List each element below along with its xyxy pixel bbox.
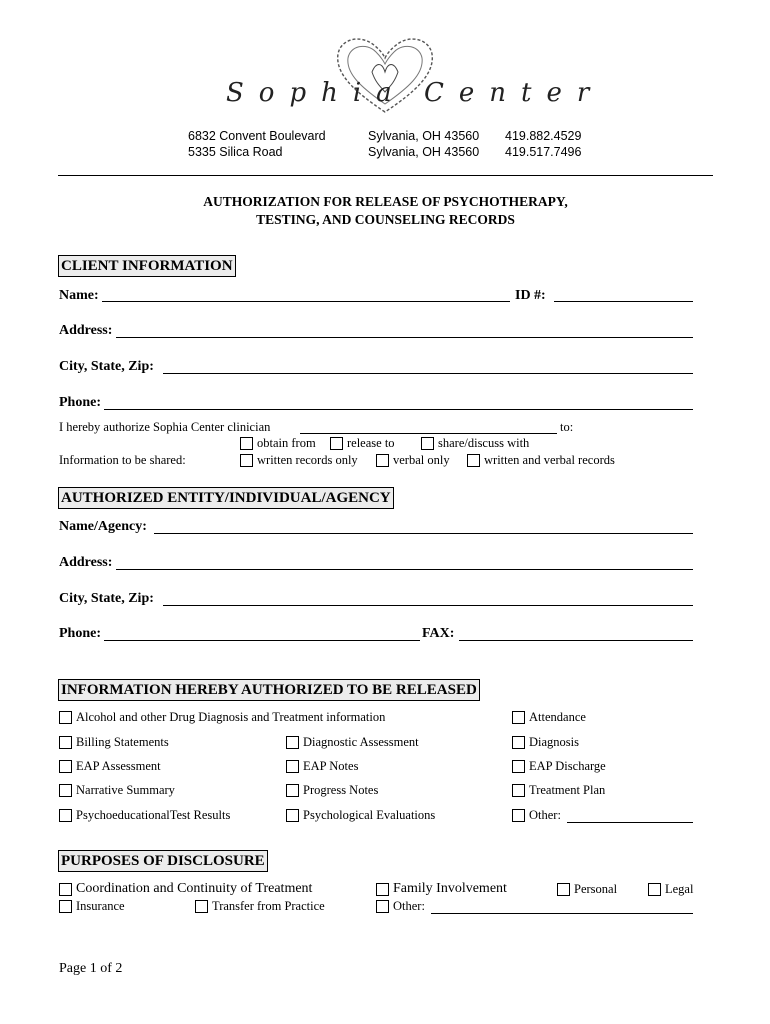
label-verbal-only: verbal only — [393, 453, 450, 467]
label-eap-notes: EAP Notes — [303, 759, 359, 773]
label-purpose-other: Other: — [393, 899, 425, 913]
entity-phone-label: Phone: — [59, 626, 101, 641]
checkbox-attendance[interactable] — [512, 711, 525, 724]
authorize-to-text: to: — [560, 420, 574, 434]
checkbox-diagnostic-assessment[interactable] — [286, 736, 299, 749]
label-transfer-from-practice: Transfer from Practice — [212, 899, 325, 913]
section-purposes-of-disclosure: PURPOSES OF DISCLOSURE — [58, 850, 268, 872]
entity-name-field[interactable] — [154, 533, 693, 534]
label-family-involvement: Family Involvement — [393, 881, 507, 896]
label-written-and-verbal: written and verbal records — [484, 453, 615, 467]
entity-name-label: Name/Agency: — [59, 519, 147, 534]
label-attendance: Attendance — [529, 710, 586, 724]
checkbox-purpose-other[interactable] — [376, 900, 389, 913]
label-info-other: Other: — [529, 808, 561, 822]
label-treatment-plan: Treatment Plan — [529, 783, 606, 797]
checkbox-psychoeducational-test[interactable] — [59, 809, 72, 822]
label-progress-notes: Progress Notes — [303, 783, 379, 797]
label-psychological-evaluations: Psychological Evaluations — [303, 808, 436, 822]
label-written-records-only: written records only — [257, 453, 358, 467]
authorize-text: I hereby authorize Sophia Center clinician — [59, 420, 271, 434]
client-address-field[interactable] — [116, 337, 693, 338]
checkbox-info-other[interactable] — [512, 809, 525, 822]
entity-phone-field[interactable] — [104, 640, 420, 641]
address-street-2: 5335 Silica Road — [188, 145, 283, 159]
label-alcohol-drug: Alcohol and other Drug Diagnosis and Treatment information — [76, 710, 386, 724]
checkbox-release-to[interactable] — [330, 437, 343, 450]
checkbox-progress-notes[interactable] — [286, 784, 299, 797]
label-diagnostic-assessment: Diagnostic Assessment — [303, 735, 419, 749]
form-title-line-1: AUTHORIZATION FOR RELEASE OF PSYCHOTHERAPY, — [203, 194, 568, 209]
checkbox-diagnosis[interactable] — [512, 736, 525, 749]
label-narrative-summary: Narrative Summary — [76, 783, 175, 797]
checkbox-alcohol-drug[interactable] — [59, 711, 72, 724]
checkbox-verbal-only[interactable] — [376, 454, 389, 467]
section-client-information: CLIENT INFORMATION — [58, 255, 236, 277]
client-address-label: Address: — [59, 323, 113, 338]
clinician-field[interactable] — [300, 433, 557, 434]
address-phone-1: 419.882.4529 — [505, 129, 582, 143]
logo-text-left: Sophia — [226, 78, 407, 108]
client-id-label: ID #: — [515, 288, 546, 303]
checkbox-psychological-evaluations[interactable] — [286, 809, 299, 822]
checkbox-coordination-continuity[interactable] — [59, 883, 72, 896]
checkbox-eap-notes[interactable] — [286, 760, 299, 773]
entity-fax-label: FAX: — [422, 626, 455, 641]
page-number: Page 1 of 2 — [59, 961, 123, 976]
purpose-other-field[interactable] — [431, 913, 693, 914]
info-other-field[interactable] — [567, 822, 693, 823]
address-phone-2: 419.517.7496 — [505, 145, 582, 159]
entity-fax-field[interactable] — [459, 640, 693, 641]
address-city-2: Sylvania, OH 43560 — [368, 145, 480, 159]
address-street-1: 6832 Convent Boulevard — [188, 129, 326, 143]
checkbox-transfer-from-practice[interactable] — [195, 900, 208, 913]
label-legal: Legal — [665, 882, 694, 896]
label-coordination-continuity: Coordination and Continuity of Treatment — [76, 881, 313, 896]
label-release-to: release to — [347, 436, 395, 450]
client-phone-field[interactable] — [104, 409, 693, 410]
checkbox-family-involvement[interactable] — [376, 883, 389, 896]
label-obtain-from: obtain from — [257, 436, 316, 450]
checkbox-insurance[interactable] — [59, 900, 72, 913]
entity-address-field[interactable] — [116, 569, 693, 570]
checkbox-legal[interactable] — [648, 883, 661, 896]
client-name-label: Name: — [59, 288, 99, 303]
label-eap-discharge: EAP Discharge — [529, 759, 606, 773]
client-name-field[interactable] — [102, 301, 510, 302]
client-phone-label: Phone: — [59, 395, 101, 410]
address-city-1: Sylvania, OH 43560 — [368, 129, 480, 143]
entity-city-state-zip-label: City, State, Zip: — [59, 591, 154, 606]
label-billing-statements: Billing Statements — [76, 735, 169, 749]
section-information-released: INFORMATION HEREBY AUTHORIZED TO BE RELEASED — [58, 679, 480, 701]
client-city-state-zip-field[interactable] — [163, 373, 693, 374]
entity-address-label: Address: — [59, 555, 113, 570]
checkbox-narrative-summary[interactable] — [59, 784, 72, 797]
label-eap-assessment: EAP Assessment — [76, 759, 161, 773]
logo-text-right: Center — [424, 78, 605, 108]
label-insurance: Insurance — [76, 899, 125, 913]
information-shared-label: Information to be shared: — [59, 453, 186, 467]
entity-city-state-zip-field[interactable] — [163, 605, 693, 606]
section-authorized-entity: AUTHORIZED ENTITY/INDIVIDUAL/AGENCY — [58, 487, 394, 509]
label-share-discuss-with: share/discuss with — [438, 436, 530, 450]
client-city-state-zip-label: City, State, Zip: — [59, 359, 154, 374]
checkbox-treatment-plan[interactable] — [512, 784, 525, 797]
checkbox-eap-discharge[interactable] — [512, 760, 525, 773]
label-personal: Personal — [574, 882, 618, 896]
checkbox-personal[interactable] — [557, 883, 570, 896]
header-divider — [58, 175, 713, 176]
label-diagnosis: Diagnosis — [529, 735, 579, 749]
checkbox-billing-statements[interactable] — [59, 736, 72, 749]
checkbox-eap-assessment[interactable] — [59, 760, 72, 773]
checkbox-obtain-from[interactable] — [240, 437, 253, 450]
client-id-field[interactable] — [554, 301, 693, 302]
label-psychoeducational-test: PsychoeducationalTest Results — [76, 808, 231, 822]
form-title-line-2: TESTING, AND COUNSELING RECORDS — [256, 212, 515, 227]
checkbox-written-and-verbal[interactable] — [467, 454, 480, 467]
checkbox-share-discuss-with[interactable] — [421, 437, 434, 450]
checkbox-written-records-only[interactable] — [240, 454, 253, 467]
